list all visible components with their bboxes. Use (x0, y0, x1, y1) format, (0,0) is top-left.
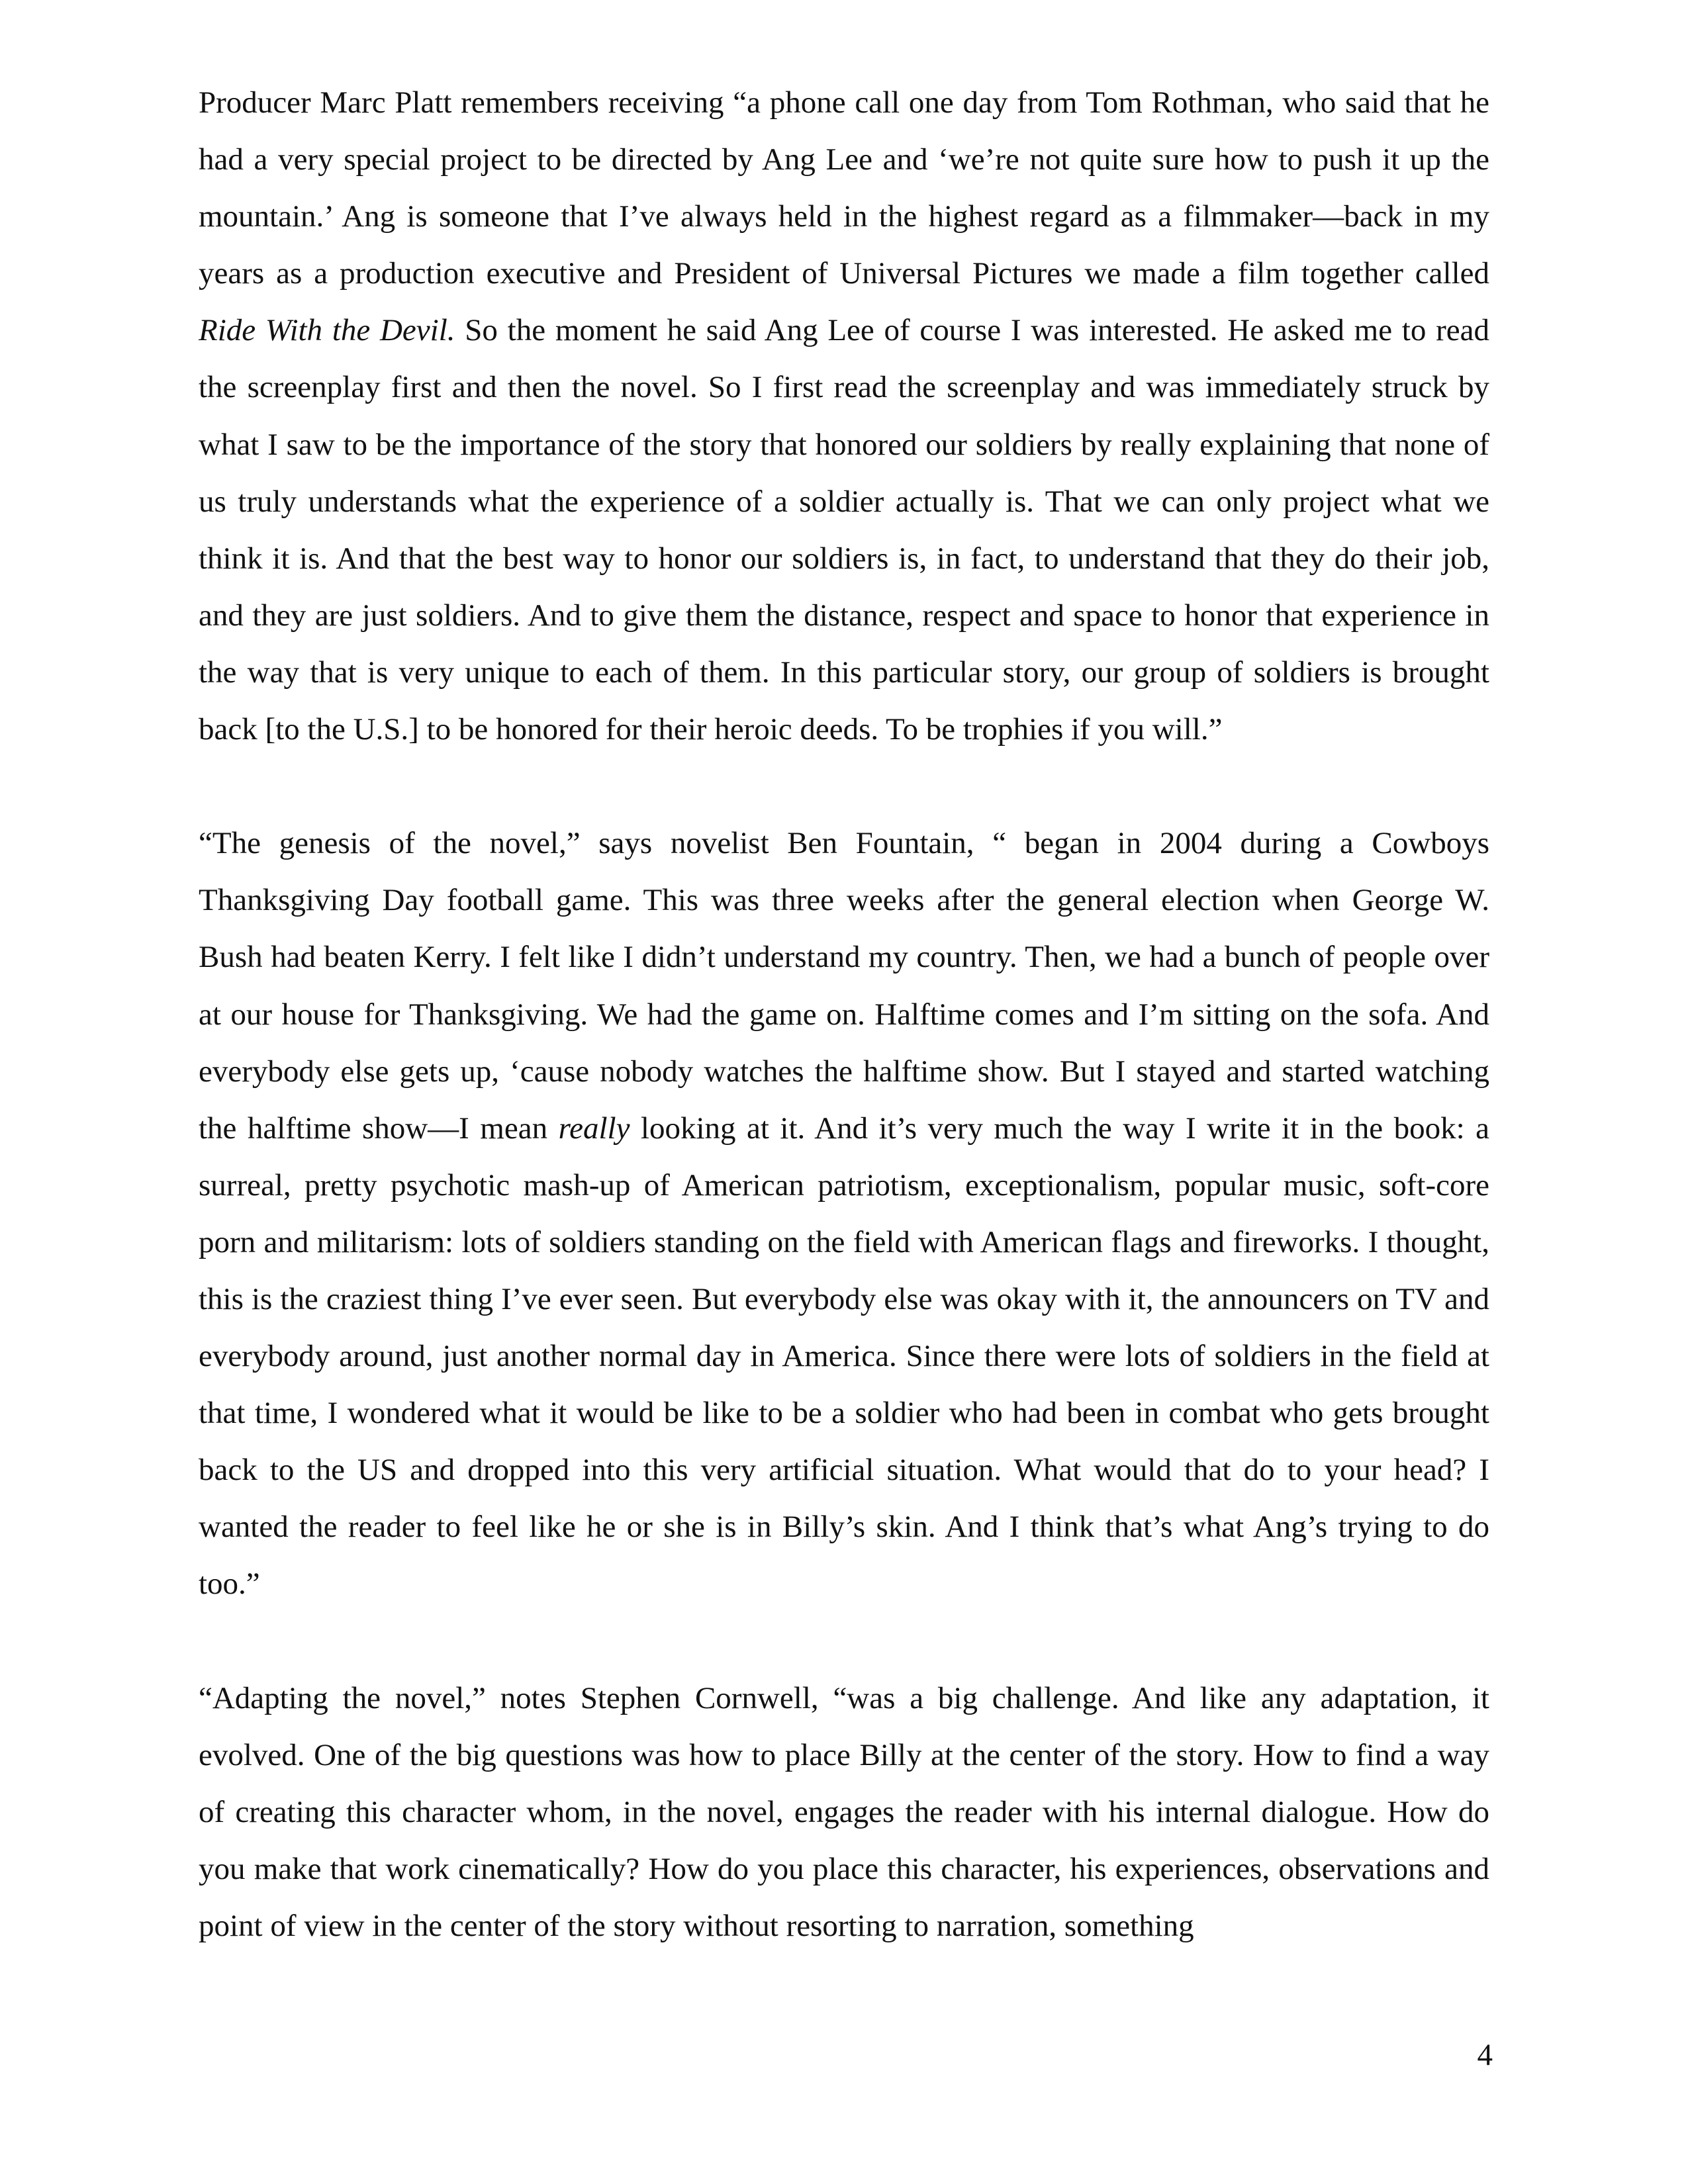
text-run: Producer Marc Platt remembers receiving “a phone call one day from Tom Rothman, who said that he had a very special project to be directed by Ang Lee and ‘we’re not quite sure how to push it up the mountain.’ Ang is someone that I’ve always held in the highest regard as a filmmaker—back in my years as a production executive and President of Universal Pictures we made a film together called (199, 85, 1489, 291)
italic-emphasis: really (558, 1111, 630, 1146)
page-number: 4 (1477, 2038, 1493, 2072)
paragraph-stephen-cornwell (199, 1670, 1489, 1954)
text-run: So the moment he said Ang Lee of course I was interested. He asked me to read the screenplay first and then the novel. So I first read the screenplay and was immediately struck by what I saw to be the importance of the story that honored our soldiers by really explaining that none of us truly understands what the experience of a soldier actually is. That we can only project what we think it is. And that the best way to honor our soldiers is, in fact, to understand that they do their job, and they are just soldiers. And to give them the distance, respect and space to honor that experience in the way that is very unique to each of them. In this particular story, our group of soldiers is brought back [to the U.S.] to be honored for their heroic deeds. To be trophies if you will.” (199, 313, 1489, 747)
paragraph-marc-platt (199, 74, 1489, 758)
text-run: looking at it. And it’s very much the way I write it in the book: a surreal, pretty psychotic mash-up of American patriotism, exceptionalism, popular music, soft-core porn and militarism: lots of soldiers standing on the field with American flags and fireworks. I thought, this is the craziest thing I’ve ever seen. But everybody else was okay with it, the announcers on TV and everybody around, just another normal day in America. Since there were lots of soldiers in the field at that time, I wondered what it would be like to be a soldier who had been in combat who gets brought back to the US and dropped into this very artificial situation. What would that do to your head? I wanted the reader to feel like he or she is in Billy’s skin. And I think that’s what Ang’s trying to do too.” (199, 1111, 1489, 1602)
text-run: “Adapting the novel,” notes Stephen Cornwell, “was a big challenge. And like any adaptation, it evolved. One of the big questions was how to place Billy at the center of the story. How to find a way of creating this character whom, in the novel, engages the reader with his internal dialogue. How do you make that work cinematically? How do you place this character, his experiences, observations and point of view in the center of the story without resorting to narration, something (199, 1680, 1489, 1943)
text-run: “The genesis of the novel,” says novelist Ben Fountain, “ began in 2004 during a Cowboys Thanksgiving Day football game. This was three weeks after the general election when George W. Bush had beaten Kerry. I felt like I didn’t understand my country. Then, we had a bunch of people over at our house for Thanksgiving. We had the game on. Halftime comes and I’m sitting on the sofa. And everybody else gets up, ‘cause nobody watches the halftime show. But I stayed and started watching the halftime show—I mean (199, 826, 1489, 1146)
paragraph-ben-fountain (199, 815, 1489, 1612)
italic-film-title: Ride With the Devil. (199, 313, 455, 348)
body-text (199, 74, 1489, 1954)
